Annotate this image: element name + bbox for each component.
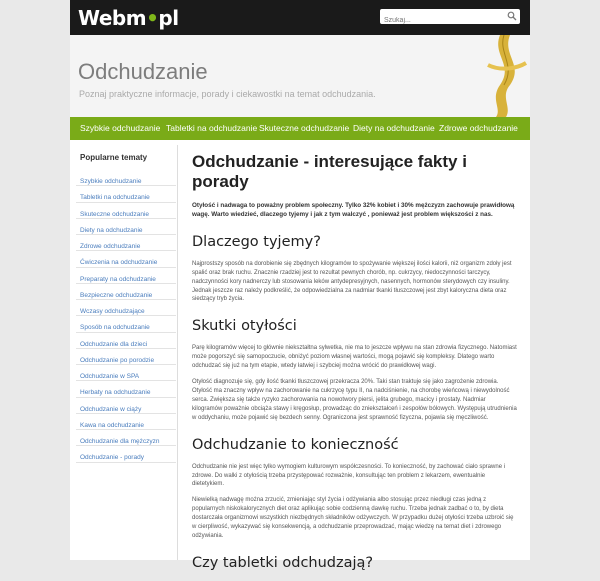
article-lead: Otyłość i nadwaga to poważny problem społeczny. Tylko 32% kobiet i 30% mężczyzn zachowuje prawidłową wagę. Warto wiedzieć, dlaczego tyjemy i jak z tym walczyć , ponieważ jest problem większości z nas. xyxy=(192,202,515,218)
sidebar-link[interactable]: Odchudzanie w SPA xyxy=(80,373,140,380)
sidebar-item xyxy=(76,268,176,284)
paragraph: Odchudzanie nie jest więc tylko wymogiem kulturowym współczesności. To konieczność, by zachować ciało sprawne i zdrowe. Do walki z otyłością trzeba przystępować rozważnie, konsultując ten problem z lekarzem, ewentualnie dietetykiem. xyxy=(192,463,506,488)
sidebar-item xyxy=(76,284,176,300)
nav-item-diety[interactable]: Diety na odchudzanie xyxy=(353,123,435,133)
sidebar-item xyxy=(76,333,176,349)
paragraph: Niewielką nadwagę można zrzucić, zmieniając styl życia i odżywiania albo stosując przez niedługi czas jedną z popularnych niskokalorycznych diet oraz aplikując sobie codzienną dawkę ruchu. Trzeba jednak zadbać o to, by dieta dostarczała organizmowi wszystkich niezbędnych składników odżywczych. W przypadku dużej otyłości trzeba uzbroić się w cierpliwość, wykazywać się konsekwencją, a odchudzanie przeprowadzać, mając wiedzę na temat diet i zdrowego odżywiania. xyxy=(192,497,514,539)
logo-dot: • xyxy=(146,6,159,30)
nav-item-tabletki[interactable]: Tabletki na odchudzanie xyxy=(166,123,258,133)
sidebar-item xyxy=(76,186,176,202)
sidebar-link[interactable]: Tabletki na odchudzanie xyxy=(80,194,150,202)
paragraph: Otyłość diagnozuje się, gdy ilość tkanki tłuszczowej przekracza 20%. Taki stan traktuje się jako zagrożenie zdrowia. Otyłość ma znaczny wpływ na zachorowanie na cukrzycę typu II, na nadciśnienie, na chorobę wieńcową i niewydolność serca. Zwiększa się także ryzyko zachorowania na nowotwory piersi, jelita grubego, macicy i prostaty. Nadmiar kilogramów poważnie obciąża stawy i kręgosłup, prowadząc do zniekształceń i zespołów bólowych. Występują utrudnienia w oddychaniu, może pojawić się bezdech senny. Ograniczona jest sprawność fizyczna, pojawia się męczliwość. xyxy=(192,379,517,421)
sidebar-link[interactable]: Sposób na odchudzanie xyxy=(80,324,150,332)
sidebar-link[interactable]: Herbaty na odchudzanie xyxy=(80,389,151,397)
sidebar-link[interactable]: Odchudzanie po porodzie xyxy=(80,356,155,364)
search-icon[interactable] xyxy=(507,11,517,21)
sidebar-link[interactable]: Preparaty na odchudzanie xyxy=(80,275,156,283)
sidebar-link[interactable]: Wczasy odchudzające xyxy=(80,308,145,315)
section-heading: Skutki otyłości xyxy=(192,318,297,335)
sidebar-link[interactable]: Odchudzanie dla mężczyzn xyxy=(80,438,160,445)
logo-suffix: pl xyxy=(158,6,179,30)
nav-item-skuteczne[interactable]: Skuteczne odchudzanie xyxy=(259,123,350,133)
sidebar-item xyxy=(76,219,176,235)
sidebar-link[interactable]: Odchudzanie w ciąży xyxy=(80,405,142,413)
sidebar-item xyxy=(76,446,176,462)
section-heading: Dlaczego tyjemy? xyxy=(192,233,321,250)
sidebar-link[interactable]: Szybkie odchudzanie xyxy=(80,178,142,185)
top-bar xyxy=(70,0,530,35)
sidebar-heading: Popularne tematy xyxy=(80,153,148,162)
sidebar-link[interactable]: Ćwiczenia na odchudzanie xyxy=(80,259,158,267)
sidebar-list xyxy=(76,170,176,463)
sidebar-item xyxy=(76,300,176,316)
sidebar-link[interactable]: Skuteczne odchudzanie xyxy=(80,210,150,218)
sidebar-item xyxy=(76,365,176,381)
sidebar-item xyxy=(76,349,176,365)
sidebar xyxy=(76,149,176,463)
article-title: Odchudzanie - interesujące fakty i porady xyxy=(192,152,467,191)
sidebar-link[interactable]: Odchudzanie dla dzieci xyxy=(80,340,148,348)
paragraph: Parę kilogramów więcej to głównie niekształtna sylwetka, nie ma to jeszcze wpływu na stan zdrowia fizycznego. Natomiast może pogorszyć się samopoczucie, obniżyć poziom własnej wartości, mogą pojawić się kompleksy. Dlatego warto odchudzać się już na tym etapie, wtedy łatwiej i szybciej można wrócić do prawidłowej wagi. xyxy=(192,345,517,370)
sidebar-item xyxy=(76,430,176,446)
paragraph: Najprostszy sposób na dorobienie się zbędnych kilogramów to spożywanie większej ilości kalorii, niż organizm zdoły jest spalić oraz brak ruchu. Znacznie rzadziej jest to rezultat pewnych chorób, np. cukrzycy, niedoczynności tarczycy, nadczynności kory nadnerczy lub stosowania leków antydepresyjnych, nasennych, hormonów sterydowych czy insuliny. Jednak jeszcze raz należy podkreślić, że odpowiedzialna za nadmiar tkanki tłuszczowej jest zbyt kaloryczna dieta oraz siedzący tryb życia. xyxy=(192,260,512,303)
site-tagline: Poznaj praktyczne informacje, porady i ciekawostki na temat odchudzania. xyxy=(79,89,376,99)
site-title[interactable]: Odchudzanie xyxy=(78,59,208,84)
column-divider xyxy=(177,145,178,560)
sidebar-item xyxy=(76,398,176,414)
search-input[interactable] xyxy=(380,14,500,27)
sidebar-item xyxy=(76,381,176,397)
sidebar-link[interactable]: Bezpieczne odchudzanie xyxy=(80,291,153,299)
section-heading: Czy tabletki odchudzają? xyxy=(192,554,374,571)
sidebar-item xyxy=(76,414,176,430)
sidebar-item xyxy=(76,251,176,267)
sidebar-item xyxy=(76,235,176,251)
site-header xyxy=(70,35,530,117)
site-logo[interactable] xyxy=(78,6,179,30)
main-nav xyxy=(70,117,530,140)
sidebar-item xyxy=(76,316,176,332)
search-box xyxy=(380,9,520,24)
nav-item-szybkie[interactable]: Szybkie odchudzanie xyxy=(80,123,161,133)
sidebar-item xyxy=(76,203,176,219)
sidebar-item xyxy=(76,170,176,186)
sidebar-link[interactable]: Odchudzanie - porady xyxy=(80,454,144,462)
measuring-tape-image xyxy=(470,35,530,117)
article xyxy=(192,152,517,581)
sidebar-link[interactable]: Diety na odchudzanie xyxy=(80,226,143,234)
sidebar-link[interactable]: Kawa na odchudzanie xyxy=(80,421,144,429)
nav-item-zdrowe[interactable]: Zdrowe odchudzanie xyxy=(439,123,518,133)
logo-text: Webm xyxy=(78,6,147,30)
sidebar-link[interactable]: Zdrowe odchudzanie xyxy=(80,243,141,250)
section-heading: Odchudzanie to konieczność xyxy=(192,436,399,453)
page xyxy=(70,35,530,571)
